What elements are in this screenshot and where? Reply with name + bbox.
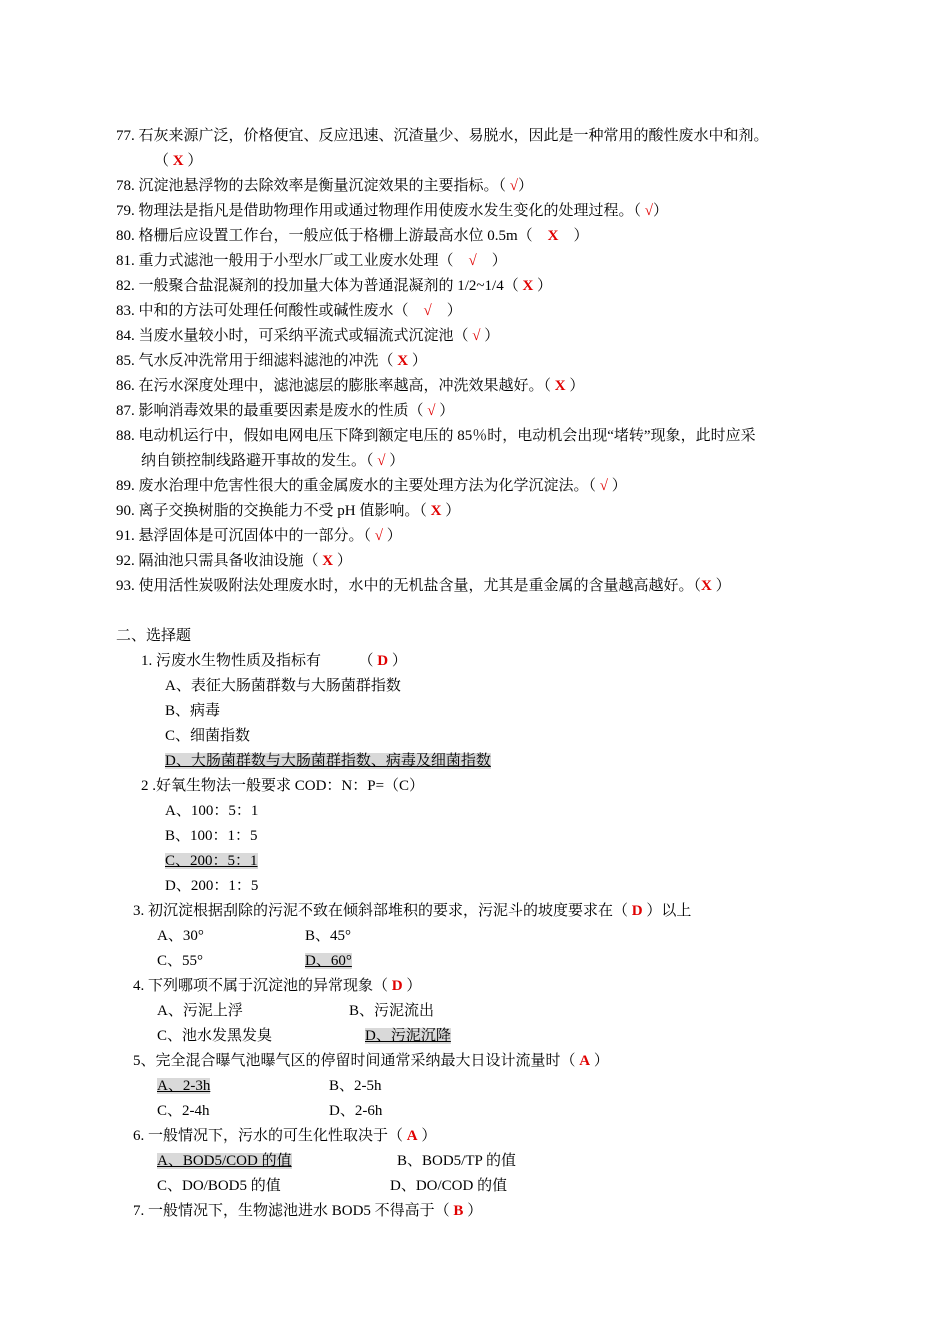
q2-option-a: A、100：5：1 — [165, 803, 259, 819]
answer-mark: B — [453, 1203, 464, 1219]
q6-option-c: C、DO/BOD5 的值 — [157, 1178, 281, 1194]
highlighted-answer: A、BOD5/COD 的值 — [157, 1153, 292, 1169]
judgement-item-80: 80. 格栅后应设置工作台，一般应低于格栅上游最高水位 0.5m（ X ） — [116, 228, 589, 244]
choice-question-5: 5、完全混合曝气池曝气区的停留时间通常采纳最大日设计流量时（ A ） — [133, 1053, 609, 1069]
choice-question-7: 7. 一般情况下，生物滤池进水 BOD5 不得高于（ B ） — [133, 1203, 483, 1219]
answer-mark: √ — [599, 478, 608, 494]
judgement-item-77-answer: （ X ） — [154, 153, 203, 169]
answer-mark: X — [430, 503, 442, 519]
q3-option-d — [305, 950, 352, 972]
highlighted-answer: C、200：5：1 — [165, 853, 258, 869]
section-title: 二、选择题 — [116, 628, 192, 644]
judgement-item-88-cont: 纳自锁控制线路避开事故的发生。（ √ ） — [141, 453, 405, 469]
answer-mark: √ — [468, 253, 477, 269]
q1-option-b: B、病毒 — [165, 703, 221, 719]
judgement-item-79: 79. 物理法是指凡是借助物理作用或通过物理作用使废水发生变化的处理过程。（ √） — [116, 203, 669, 219]
judgement-item-82: 82. 一般聚合盐混凝剂的投加量大体为普通混凝剂的 1/2~1/4（ X ） — [116, 278, 553, 294]
q5-option-a — [157, 1075, 210, 1097]
answer-mark: X — [701, 578, 712, 594]
judgement-item-87: 87. 影响消毒效果的最重要因素是废水的性质（ √ ） — [116, 403, 455, 419]
q5-option-b: B、2-5h — [329, 1078, 382, 1094]
judgement-item-84: 84. 当废水量较小时，可采纳平流式或辐流式沉淀池（ √ ） — [116, 328, 500, 344]
judgement-item-86: 86. 在污水深度处理中，滤池滤层的膨胀率越高，冲洗效果越好。（ X ） — [116, 378, 585, 394]
judgement-item-89: 89. 废水治理中危害性很大的重金属废水的主要处理方法为化学沉淀法。（ √ ） — [116, 478, 627, 494]
q6-option-b: B、BOD5/TP 的值 — [397, 1153, 517, 1169]
judgement-item-78: 78. 沉淀池悬浮物的去除效率是衡量沉淀效果的主要指标。（ √） — [116, 178, 534, 194]
q1-option-d — [165, 750, 491, 772]
q4-option-d — [365, 1025, 451, 1047]
answer-mark: D — [377, 653, 389, 669]
choice-question-3: 3. 初沉淀根据刮除的污泥不致在倾斜部堆积的要求，污泥斗的坡度要求在（ D ）以上 — [133, 903, 692, 919]
highlighted-answer: D、大肠菌群数与大肠菌群指数、病毒及细菌指数 — [165, 753, 491, 769]
q2-option-c — [165, 850, 258, 872]
judgement-item-90: 90. 离子交换树脂的交换能力不受 pH 值影响。（ X ） — [116, 503, 461, 519]
answer-mark: √ — [644, 203, 653, 219]
q1-option-c: C、细菌指数 — [165, 728, 251, 744]
answer-mark: X — [522, 278, 534, 294]
q3-option-a: A、30° — [157, 928, 204, 944]
q2-option-b: B、100：1：5 — [165, 828, 258, 844]
highlighted-answer: A、2-3h — [157, 1078, 211, 1094]
q5-option-d: D、2-6h — [329, 1103, 383, 1119]
choice-question-6: 6. 一般情况下，污水的可生化性取决于（ A ） — [133, 1128, 437, 1144]
q3-option-c: C、55° — [157, 953, 204, 969]
judgement-item-81: 81. 重力式滤池一般用于小型水厂或工业废水处理（ √ ） — [116, 253, 507, 269]
answer-mark: √ — [423, 303, 432, 319]
answer-mark: A — [579, 1053, 591, 1069]
q5-option-c: C、2-4h — [157, 1103, 210, 1119]
judgement-item-92: 92. 隔油池只需具备收油设施（ X ） — [116, 553, 352, 569]
judgement-item-77: 77. 石灰来源广泛，价格便宜、反应迅速、沉渣量少、易脱水，因此是一种常用的酸性废水中和剂。 — [116, 128, 769, 144]
answer-mark: √ — [427, 403, 436, 419]
q1-option-a: A、表征大肠菌群数与大肠菌群指数 — [165, 678, 401, 694]
q4-option-a: A、污泥上浮 — [157, 1003, 243, 1019]
q2-option-d: D、200：1：5 — [165, 878, 259, 894]
choice-question-1: 1. 污废水生物性质及指标有 （ D ） — [141, 653, 407, 669]
choice-question-4: 4. 下列哪项不属于沉淀池的异常现象（ D ） — [133, 978, 422, 994]
judgement-item-85: 85. 气水反冲洗常用于细滤料滤池的冲洗（ X ） — [116, 353, 427, 369]
q6-option-a — [157, 1150, 292, 1172]
answer-mark: √ — [374, 528, 383, 544]
highlighted-answer: D、60° — [305, 953, 352, 969]
q4-option-c: C、池水发黑发臭 — [157, 1028, 273, 1044]
answer-mark: A — [406, 1128, 418, 1144]
answer-mark: X — [554, 378, 566, 394]
q6-option-d: D、DO/COD 的值 — [390, 1178, 508, 1194]
answer-mark: √ — [472, 328, 481, 344]
judgement-item-93: 93. 使用活性炭吸附法处理废水时，水中的无机盐含量，尤其是重金属的含量越高越好。（X ） — [116, 578, 731, 594]
judgement-item-83: 83. 中和的方法可处理任何酸性或碱性废水（ √ ） — [116, 303, 462, 319]
answer-mark: X — [172, 153, 184, 169]
judgement-item-91: 91. 悬浮固体是可沉固体中的一部分。（ √ ） — [116, 528, 402, 544]
highlighted-answer: D、污泥沉降 — [365, 1028, 451, 1044]
answer-mark: X — [322, 553, 334, 569]
choice-question-2: 2 .好氧生物法一般要求 COD：N：P=（C） — [141, 778, 425, 794]
answer-mark: D — [391, 978, 403, 994]
answer-mark: D — [631, 903, 643, 919]
judgement-item-88: 88. 电动机运行中，假如电网电压下降到额定电压的 85％时，电动机会出现“堵转”现象，此时应采 — [116, 428, 756, 444]
answer-mark: X — [547, 228, 559, 244]
q3-option-b: B、45° — [305, 928, 352, 944]
answer-mark: √ — [509, 178, 518, 194]
answer-mark: X — [397, 353, 409, 369]
answer-mark: √ — [377, 453, 386, 469]
q4-option-b: B、污泥流出 — [349, 1003, 435, 1019]
